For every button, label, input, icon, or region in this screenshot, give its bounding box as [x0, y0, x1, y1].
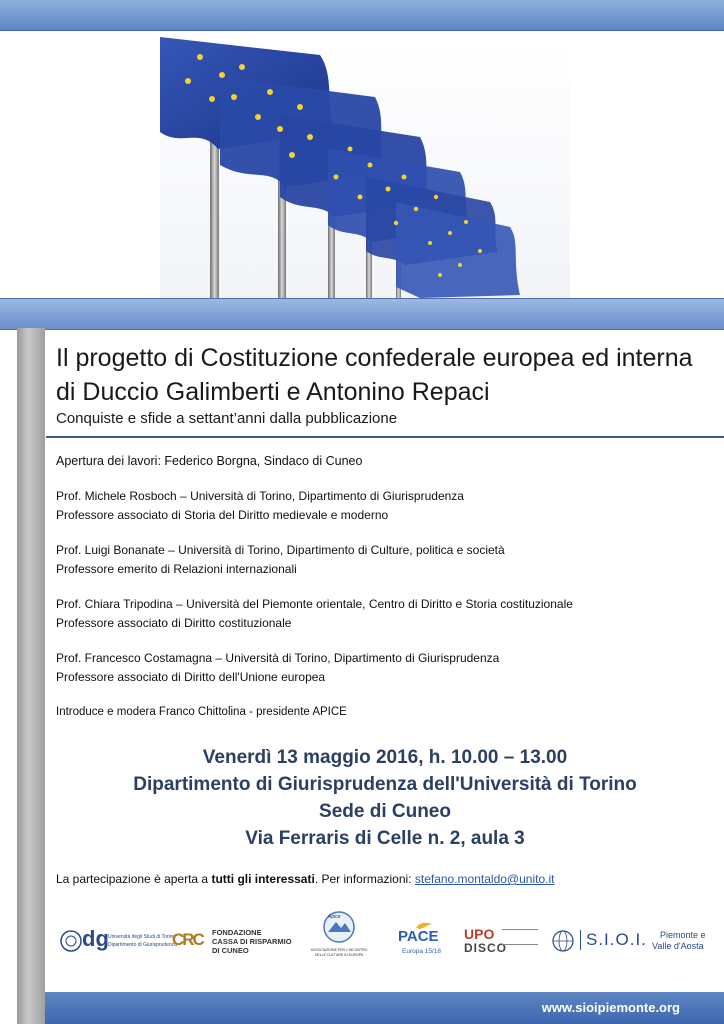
info-prefix: La partecipazione è aperta a	[56, 872, 212, 886]
upo-line1: DISCO	[464, 941, 508, 955]
page-subtitle: Conquiste e sfide a settant’anni dalla pubblicazione	[56, 410, 398, 427]
apice-mark: Apice	[328, 914, 341, 920]
sioi-line2: Valle d'Aosta	[652, 941, 704, 951]
crc-logo	[172, 928, 292, 964]
moderator-prefix: Introduce e modera	[56, 706, 159, 718]
upo-text-lines	[502, 929, 538, 945]
info-middle: . Per informazioni:	[314, 872, 415, 886]
unito-logo	[60, 926, 177, 962]
moderator-line	[56, 703, 716, 722]
speaker-item	[56, 595, 716, 633]
footer-band	[45, 992, 724, 1024]
event-date: Venerdì 13 maggio 2016, h. 10.00 – 13.00	[202, 747, 568, 768]
apice-line2: DELLE CULTURE IN EUROPA	[314, 953, 364, 957]
opening-line: Apertura dei lavori: Federico Borgna, Sindaco di Cuneo	[56, 454, 363, 468]
unito-line1: Università degli Studi di Torino	[108, 934, 176, 940]
unito-seal-icon	[60, 930, 82, 952]
pace-logo	[396, 920, 456, 964]
apice-logo	[306, 910, 372, 966]
website-link[interactable]: www.sioipiemonte.org	[541, 1000, 680, 1015]
speaker-item	[56, 649, 716, 687]
speaker-name: Prof. Francesco Costamagna – Università di Torino, Dipartimento di Giurisprudenza	[56, 651, 500, 665]
crc-mark: CRC	[172, 930, 203, 949]
moderator-name: Franco Chittolina	[158, 706, 246, 718]
upo-mark: UPO	[464, 926, 495, 942]
event-address: Via Ferraris di Celle n. 2, aula 3	[245, 828, 525, 849]
page-title: Il progetto di Costituzione confederale europea ed interna di Duccio Galimberti e Antonino Repaci	[56, 344, 693, 406]
speaker-name: Prof. Luigi Bonanate – Università di Torino, Dipartimento di Culture, politica e società	[56, 543, 505, 557]
speaker-name: Prof. Michele Rosboch – Università di Torino, Dipartimento di Giurisprudenza	[56, 489, 464, 503]
eu-flags-photo	[160, 37, 570, 298]
sponsor-logos	[56, 910, 716, 970]
info-audience: tutti gli interessati	[211, 872, 315, 886]
event-details	[46, 744, 724, 852]
title-divider	[46, 436, 724, 438]
speaker-role: Professore associato di Diritto costituzionale	[56, 616, 292, 630]
event-department: Dipartimento di Giurisprudenza dell'Università di Torino	[133, 774, 637, 795]
speaker-name: Prof. Chiara Tripodina – Università del Piemonte orientale, Centro di Diritto e Storia costituzionale	[56, 597, 573, 611]
crc-line1: FONDAZIONE	[212, 928, 262, 937]
sioi-logo	[552, 928, 716, 958]
speaker-item	[56, 487, 716, 525]
apice-line1: ASSOCIAZIONE PER L'INCONTRO	[310, 948, 368, 952]
crc-line3: DI CUNEO	[212, 946, 249, 955]
pace-mark: PACE	[398, 928, 439, 945]
unito-mark: dg	[82, 926, 109, 951]
speaker-item	[56, 541, 716, 579]
upo-logo	[464, 926, 544, 962]
sioi-mark: S.I.O.I.	[580, 930, 647, 950]
speaker-role: Professore emerito di Relazioni internazionali	[56, 562, 297, 576]
crc-line2: CASSA DI RISPARMIO	[212, 937, 292, 946]
pace-line1: Europa 15/18	[402, 948, 442, 955]
sioi-globe-icon	[552, 930, 574, 952]
email-link[interactable]: stefano.montaldo@unito.it	[414, 872, 555, 886]
unito-line2: Dipartimento di Giurisprudenza	[108, 942, 177, 948]
event-seat: Sede di Cuneo	[319, 801, 451, 822]
sioi-line1: Piemonte e	[660, 930, 706, 940]
speaker-role: Professore associato di Diritto dell'Unione europea	[56, 670, 326, 684]
speaker-role: Professore associato di Storia del Diritto medievale e moderno	[56, 508, 389, 522]
moderator-suffix: - presidente APICE	[245, 706, 347, 718]
middle-band	[0, 298, 724, 330]
info-line	[56, 872, 554, 886]
program	[56, 452, 716, 722]
top-band	[0, 0, 724, 31]
side-bar	[17, 328, 45, 1024]
